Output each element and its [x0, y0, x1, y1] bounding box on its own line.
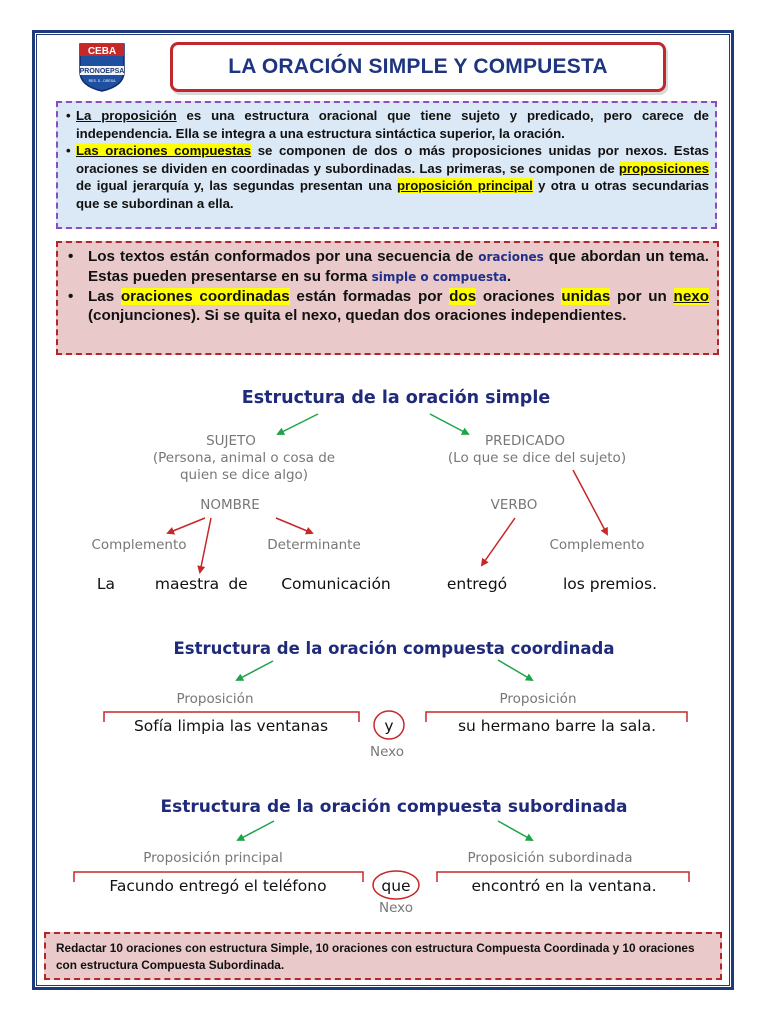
note2-text3: oraciones	[476, 288, 562, 305]
simple-title: Estructura de la oración simple	[241, 388, 551, 408]
sujeto-desc-2: quien se dice algo)	[179, 467, 309, 483]
label-predicado: PREDICADO	[484, 433, 566, 449]
note2-hl-nexo: nexo	[673, 288, 709, 305]
sub-prop2: encontró en la ventana.	[471, 877, 657, 895]
sub-nexo: que	[381, 877, 411, 895]
intro-p2-text2: de igual jerarquía y, las segundas presentan una	[76, 178, 397, 193]
word-premios: los premios.	[562, 575, 658, 593]
note2-text2: están formadas por	[289, 288, 450, 305]
arrow-coord-prop2	[498, 660, 532, 680]
bullet: •	[68, 288, 74, 305]
page-title: LA ORACIÓN SIMPLE Y COMPUESTA	[228, 55, 608, 78]
label-complemento-1: Complemento	[91, 537, 187, 553]
word-la: La	[96, 575, 116, 593]
sub-nexo-label: Nexo	[378, 900, 414, 916]
logo-top-text: CEBA	[87, 46, 117, 57]
note1-text3: .	[506, 268, 512, 285]
term-proposicion-principal: proposición principal	[397, 178, 533, 193]
word-entrego: entregó	[446, 575, 508, 593]
sujeto-desc-1: (Persona, animal o cosa de	[152, 450, 336, 466]
label-sujeto: SUJETO	[206, 433, 256, 449]
label-verbo: VERBO	[490, 497, 538, 513]
coord-nexo-label: Nexo	[369, 744, 405, 760]
arrow-sub-prop1	[238, 821, 274, 840]
bullet: •	[66, 143, 71, 158]
arrow-to-complemento2	[573, 470, 607, 534]
coord-label-prop2: Proposición	[499, 691, 577, 707]
task-text: Redactar 10 oraciones con estructura Simple, 10 oraciones con estructura Compuesta Coordinada y 10 oraciones con estructura Compuesta Subordinada.	[56, 941, 695, 972]
task-box	[44, 932, 722, 980]
sub-label-prop1: Proposición principal	[143, 850, 283, 866]
term-oraciones-compuestas: Las oraciones compuestas	[76, 143, 252, 158]
coord-prop2: su hermano barre la sala.	[457, 717, 657, 735]
note1-word-oraciones: oraciones	[478, 250, 544, 264]
note2-text1: Las	[88, 288, 121, 305]
note2-hl-oraciones-coordinadas: oraciones coordinadas	[120, 288, 290, 305]
arrow-sub-prop2	[498, 821, 532, 840]
note1-text1: Los textos están conformados por una secuencia de	[88, 248, 479, 265]
coord-nexo: y	[384, 717, 394, 735]
coord-prop1: Sofía limpia las ventanas	[133, 717, 329, 735]
label-determinante: Determinante	[267, 537, 361, 553]
word-comunicacion: Comunicación	[281, 575, 391, 593]
intro-p2-text1: se componen de dos o más proposiciones unidas por nexos. Estas oraciones se dividen en coordinadas y subordinadas. Las primeras, se componen de	[76, 143, 709, 176]
sub-prop1: Facundo entregó el teléfono	[109, 877, 327, 895]
intro-p1-text: es una estructura oracional que tiene sujeto y predicado, pero carece de independencia. Ella se integra a una estructura sintáctica superior, la oración.	[76, 108, 709, 141]
arrow-to-sujeto	[278, 414, 318, 434]
coordinada-title: Estructura de la oración compuesta coordinada	[173, 639, 615, 658]
word-maestra: maestra	[154, 575, 220, 593]
arrow-coord-prop1	[237, 661, 273, 680]
note2-hl-dos: dos	[449, 288, 477, 305]
note1-word-simple-compuesta: simple o compuesta	[371, 270, 507, 284]
note2-hl-unidas: unidas	[561, 288, 611, 305]
arrow-to-complemento1	[168, 518, 205, 533]
predicado-desc: (Lo que se dice del sujeto)	[447, 450, 627, 466]
note2-text5: (conjunciones). Si se quita el nexo, quedan dos oraciones independientes.	[88, 307, 627, 324]
bullet: •	[68, 248, 74, 265]
subordinada-title: Estructura de la oración compuesta subordinada	[160, 797, 628, 817]
label-complemento-2: Complemento	[549, 537, 645, 553]
term-proposiciones: proposiciones	[618, 160, 709, 176]
arrow-to-determinante	[276, 518, 312, 533]
note1-text2: que abordan un tema. Estas pueden presentarse en su forma	[88, 248, 709, 285]
logo-name: PRONOEPSA	[79, 68, 125, 75]
arrow-to-predicado	[430, 414, 468, 434]
sub-label-prop2: Proposición subordinada	[467, 850, 633, 866]
term-proposicion: La proposición	[76, 108, 177, 123]
arrow-to-maestra	[200, 518, 211, 572]
note2-text4: por un	[610, 288, 674, 305]
intro-p2-text3: y otra u otras secundarias que se subordinan a ella.	[76, 178, 709, 211]
logo-tagline: RES. D - DRESA	[88, 79, 116, 83]
arrow-to-entrego	[482, 518, 515, 565]
label-nombre: NOMBRE	[200, 497, 260, 513]
bullet: •	[66, 108, 71, 123]
word-de: de	[228, 575, 248, 593]
coord-label-prop1: Proposición	[176, 691, 254, 707]
